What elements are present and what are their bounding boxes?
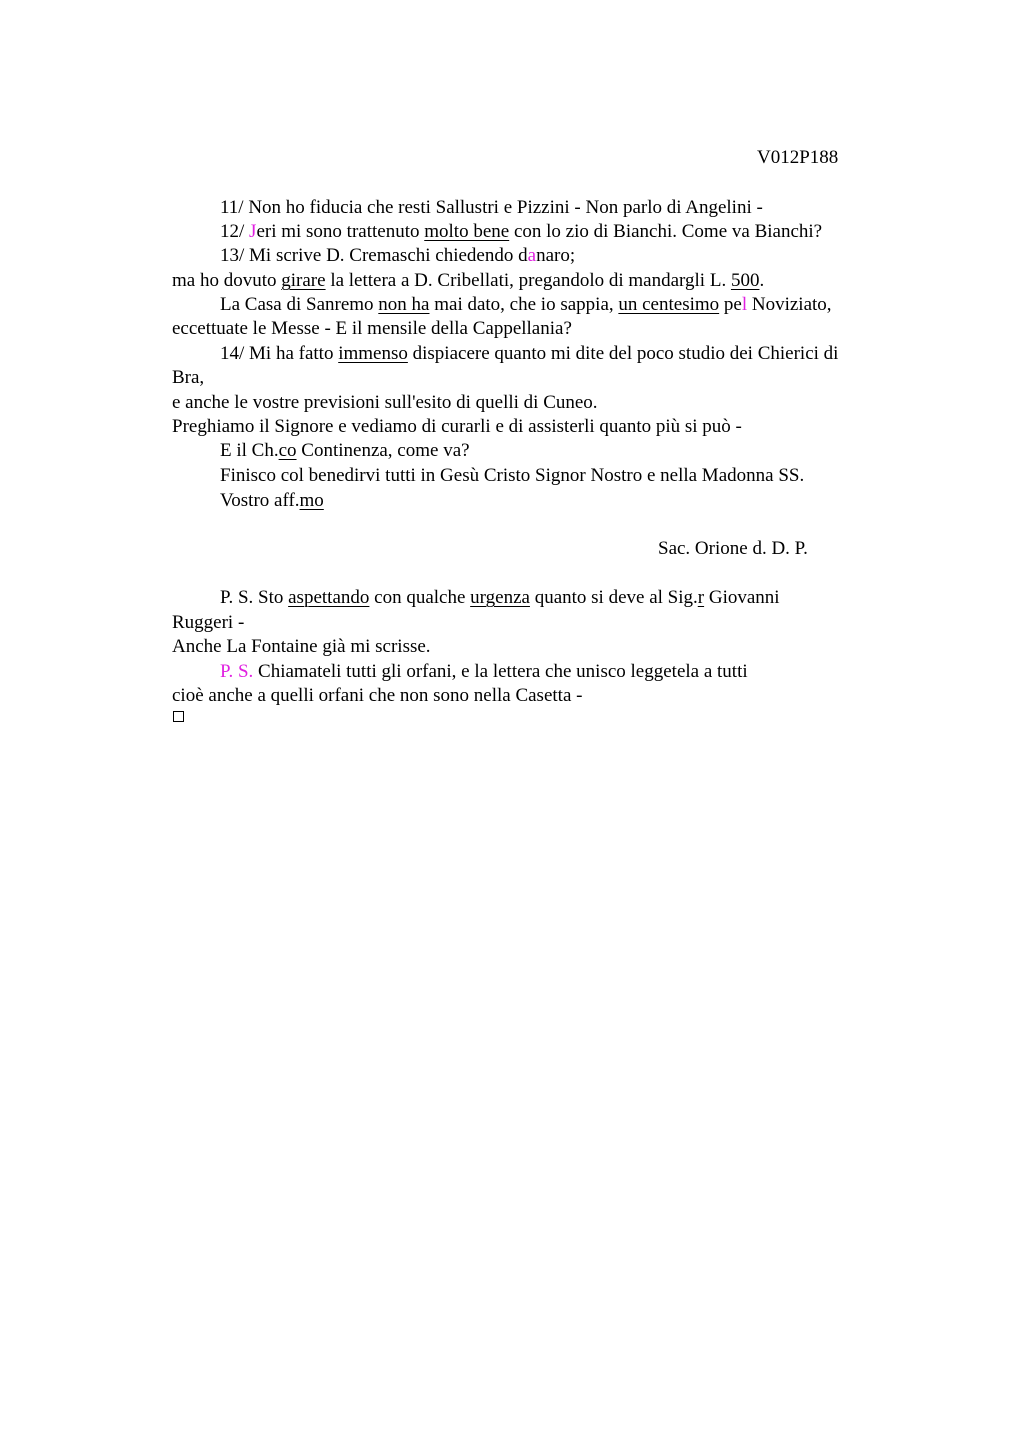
text: 14/ Mi ha fatto xyxy=(220,343,339,364)
highlighted-letter: a xyxy=(527,245,537,266)
line-11: 11/ Non ho fiducia che resti Sallustri e Pizzini - Non parlo di Angelini - xyxy=(220,197,763,218)
line-sanremo xyxy=(220,293,832,317)
underlined-text: non ha xyxy=(378,294,430,315)
text: . xyxy=(759,270,765,291)
text: Chiamateli tutti gli orfani, e la lettera che unisco leggetela a tutti xyxy=(253,661,748,682)
postscript-1-cont: Ruggeri - xyxy=(172,612,245,633)
text: eri mi sono trattenuto xyxy=(256,221,425,242)
line-bra: Bra, xyxy=(172,367,205,388)
underlined-text: immenso xyxy=(338,343,408,364)
underlined-amount: 500 xyxy=(730,270,760,291)
line-12 xyxy=(220,220,822,244)
underlined-text: un centesimo xyxy=(618,294,720,315)
text: ma ho dovuto xyxy=(172,270,282,291)
text: P. S. Sto xyxy=(220,587,289,608)
postscript-1 xyxy=(220,586,780,610)
text: La Casa di Sanremo xyxy=(220,294,379,315)
underlined-text: mo xyxy=(299,490,324,511)
text: Vostro aff. xyxy=(220,490,300,511)
line-13-cont xyxy=(172,269,764,293)
line-13 xyxy=(220,244,575,268)
underlined-text: urgenza xyxy=(470,587,530,608)
line-closing xyxy=(220,489,324,513)
postscript-fontaine: Anche La Fontaine già mi scrisse. xyxy=(172,636,431,657)
text: quanto si deve al Sig. xyxy=(529,587,698,608)
highlighted-ps: P. S. xyxy=(220,661,254,682)
text: la lettera a D. Cribellati, pregandolo di mandargli L. xyxy=(325,270,731,291)
underlined-text: molto bene xyxy=(424,221,510,242)
postscript-2-cont: cioè anche a quelli orfani che non sono nella Casetta - xyxy=(172,685,583,706)
page-code: V012P188 xyxy=(757,147,839,168)
underlined-text: aspettando xyxy=(288,587,370,608)
text: pe xyxy=(719,294,742,315)
text: mai dato, che io sappia, xyxy=(429,294,619,315)
line-14 xyxy=(220,342,838,366)
text: Continenza, come va? xyxy=(296,440,470,461)
highlighted-letter: J xyxy=(249,221,257,242)
underlined-text: girare xyxy=(281,270,326,291)
text: E il Ch. xyxy=(220,440,279,461)
line-cuneo: e anche le vostre previsioni sull'esito di quelli di Cuneo. xyxy=(172,392,598,413)
line-finisco: Finisco col benedirvi tutti in Gesù Cristo Signor Nostro e nella Madonna SS. xyxy=(220,465,805,486)
line-messe: eccettuate le Messe - E il mensile della Cappellania? xyxy=(172,318,572,339)
underlined-text: r xyxy=(697,587,705,608)
highlighted-letter: l xyxy=(741,294,748,315)
text: con qualche xyxy=(369,587,471,608)
text: dispiacere quanto mi dite del poco studio dei Chierici di xyxy=(407,343,839,364)
line-continenza xyxy=(220,439,470,463)
postscript-2 xyxy=(220,660,748,684)
text: 12/ xyxy=(220,221,250,242)
signature: Sac. Orione d. D. P. xyxy=(658,538,808,559)
text: 13/ Mi scrive D. Cremaschi chiedendo d xyxy=(220,245,528,266)
checkbox-square-icon xyxy=(173,711,184,722)
text: naro; xyxy=(536,245,576,266)
text: con lo zio di Bianchi. Come va Bianchi? xyxy=(509,221,823,242)
underlined-text: co xyxy=(278,440,297,461)
text: Giovanni xyxy=(704,587,780,608)
line-preghiamo: Preghiamo il Signore e vediamo di curarli e di assisterli quanto più si può - xyxy=(172,416,742,437)
text: Noviziato, xyxy=(747,294,832,315)
